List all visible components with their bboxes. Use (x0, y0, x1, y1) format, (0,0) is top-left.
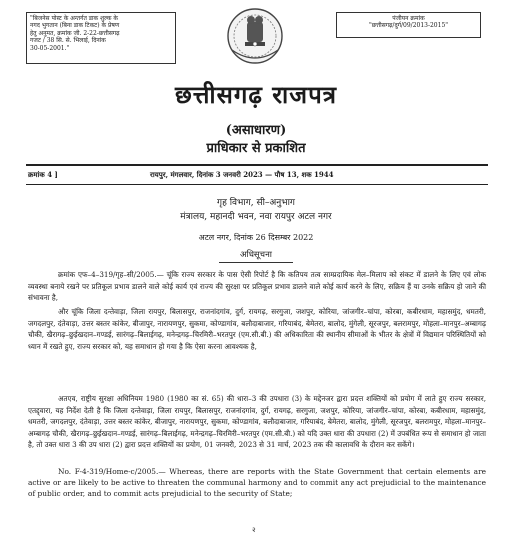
registration-box: पंजीयन क्रमांक "छत्तीसगढ़/दुर्ग/09/2013-2015" (336, 12, 481, 38)
authority-label: प्राधिकार से प्रकाशित (206, 141, 306, 156)
department-address: मंत्रालय, महानदी भवन, नवा रायपुर अटल नगर (180, 212, 332, 222)
paragraph-2: और चूंकि जिला दन्तेवाड़ा, जिला रायपुर, बिलासपुर, राजनांदगांव, दुर्ग, रायगढ़, सरगुजा, जशपुर, कोरिया, जांजगीर–चांपा, कोरबा, कबीरधाम, महासमुंद, धमतरी, जगदलपुर, दंतेवाड़ा, उत्तर बस्तर कांकेर, बीजापुर, नारायणपुर, सुकमा, कोण्डागांव, बलौदाबाजार, गरियाबंद, बेमेतरा, बालोद, मुंगेली, सूरजपुर, बलरामपुर, मोहला–मानपुर–अम्बागढ़ चौकी, खैरागढ़–छुईखदान–गण्डई, सारंगढ़–बिलाईगढ़, मनेन्द्रगढ़–चिरमिरी–भरतपुर (एम.सी.बी.) की अधिकारिता की स्थानीय सीमाओं के भीतर के क्षेत्रों में विद्यमान परिस्थितियों को ध्यान में रखते हुए, राज्य सरकार को, यह समाधान हो गया है कि ऐसा करना आवश्यक है, (28, 307, 486, 351)
english-paragraph: No. F-4-319/Home-c/2005.— Whereas, there are reports with the State Government that certain elements are active or are likely to be active to threaten the communal harmony and to commit any act prejudicial to the maintenance of public order, and to commit acts prejudicial to the security of State; (28, 467, 486, 498)
issue-date-meta: रायपुर, मंगलवार, दिनांक 3 जनवरी 2023 — पौष 13, शक 1944 (150, 170, 334, 179)
paragraph-3: अतएव, राष्ट्रीय सुरक्षा अधिनियम 1980 (1980 का सं. 65) की धारा–3 की उपधारा (3) के मद्देनजर द्वारा प्रदत्त शक्तियों को प्रयोग में लाते हुए राज्य सरकार, एतद्द्वारा, यह निर्देश देती है कि जिला दन्तेवाड़ा, जिला रायपुर, बिलासपुर, राजनांदगांव, दुर्ग, रायगढ़, सरगुजा, जशपुर, कोरिया, जांजगीर–चांपा, कोरबा, कबीरधाम, महासमुंद, धमतरी, जगदलपुर, दंतेवाड़ा, उत्तर बस्तर कांकेर, बीजापुर, नारायणपुर, सुकमा, कोण्डागांव, बलौदाबाजार, गरियाबंद, बेमेतरा, बालोद, मुंगेली, सूरजपुर, बलरामपुर, मोहला–मानपुर–अम्बागढ़ चौकी, खैरागढ़–छुईखदान–गण्डई, सारंगढ़–बिलाईगढ़, मनेन्द्रगढ़–चिरमिरी–भरतपुर (एम.सी.बी.) को यदि उक्त धारा की उपधारा (2) में उपबंधित रूप से समाधान हो जाता है, तो उक्त धारा 3 की उप धारा (2) द्वारा प्रदत्त शक्तियों का प्रयोग, 01 जनवरी, 2023 से 31 मार्च, 2023 तक की कालावधि के दौरान कर सकेंगे। (28, 394, 486, 450)
page-number: २ (252, 526, 256, 534)
notice-date: अटल नगर, दिनांक 26 दिसम्बर 2022 (198, 233, 314, 242)
gazette-title: छत्तीसगढ़ राजपत्र (175, 80, 337, 109)
extraordinary-label: (असाधारण) (225, 123, 287, 138)
state-emblem-icon (222, 6, 288, 72)
heading-underline (219, 262, 293, 263)
notification-heading: अधिसूचना (240, 250, 272, 260)
department-heading: गृह विभाग, सी–अनुभाग (217, 198, 295, 208)
paragraph-1: क्रमांक एफ–4–319/गृह–सी/2005.— चूंकि राज्य सरकार के पास ऐसी रिपोर्ट है कि कतिपय तत्व साम्प्रदायिक मेल–मिलाप को संकट में डालने के लिए एवं लोक व्यवस्था बनाये रखने पर प्रतिकूल प्रभाव डालने वाले कोई कार्य एवं राज्य की सुरक्षा पर प्रतिकूल प्रभाव डालने वाले कोई कार्य करने के लिए, सक्रिय हैं या उनके सक्रिय हो जाने की संभावना है, (28, 270, 486, 303)
postal-permit-box: "बिजनेस पोस्ट के अन्तर्गत डाक शुल्क के नगद भुगतान (बिना डाक टिकट) के प्रेषण हेतु अनुमत, क्रमांक जी. 2-22-छत्तीसगढ़ गजट / 38 सि. से. भिलाई, दिनांक 30-05-2001." (26, 12, 176, 64)
bottom-divider (26, 184, 488, 185)
issue-number: क्रमांक 4 ] (28, 170, 58, 179)
top-divider (26, 164, 488, 166)
